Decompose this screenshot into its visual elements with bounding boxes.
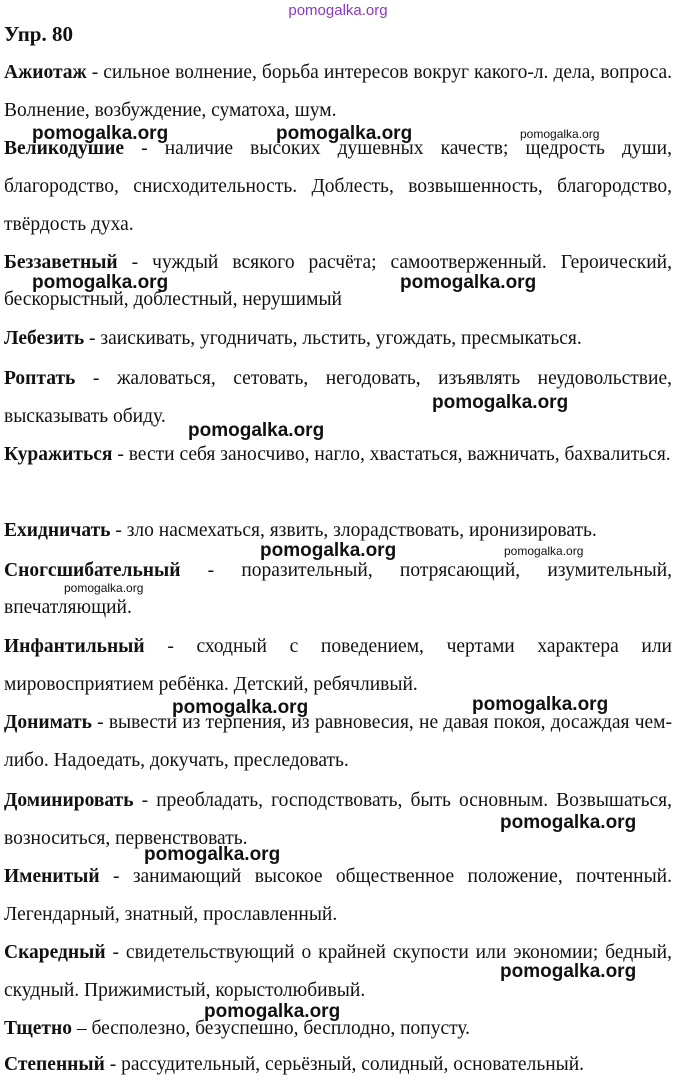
watermark: pomogalka.org: [204, 1001, 341, 1022]
definition: сходный с поведением, чертами характера или мировосприятием ребёнка. Детский, ребячливый.: [4, 636, 672, 695]
term: Именитый: [4, 866, 100, 887]
entry-11: [4, 858, 672, 934]
separator: -: [99, 866, 133, 887]
definition: зло насмехаться, язвить, злорадствовать, иронизировать.: [126, 520, 597, 541]
entry-2: [4, 244, 672, 318]
exercise-title: Упр. 80: [4, 22, 73, 46]
watermark: pomogalka.org: [64, 581, 144, 595]
watermark: pomogalka.org: [188, 420, 325, 441]
entry-4: [4, 360, 672, 436]
separator: -: [133, 790, 157, 811]
separator: -: [84, 328, 101, 349]
separator: -: [91, 712, 109, 733]
entry-9: [4, 704, 672, 780]
watermark: pomogalka.org: [172, 697, 309, 718]
term: Великодушие: [4, 138, 124, 159]
watermark: pomogalka.org: [432, 392, 569, 413]
term: Сногсшибательный: [4, 560, 181, 581]
term: Тщетно: [4, 1018, 72, 1039]
separator: -: [117, 252, 153, 273]
entry-12: [4, 934, 672, 1010]
entry-8: [4, 628, 672, 704]
entry-3: [4, 320, 672, 358]
definition: наличие высоких душевных качеств; щедрость души, благородство, снисходительность. Доблесть, возвышенность, благородство, твёрдость духа.: [4, 138, 672, 235]
definition: преобладать, господствовать, быть основным. Возвышаться, возноситься, первенствовать.: [4, 790, 673, 849]
watermark: pomogalka.org: [144, 844, 281, 865]
entry-1: [4, 130, 672, 244]
separator: -: [180, 560, 242, 581]
separator: -: [105, 942, 126, 963]
separator: -: [123, 138, 165, 159]
definition: занимающий высокое общественное положение, почтенный. Легендарный, знатный, прославленный.: [4, 866, 672, 925]
separator: -: [144, 636, 197, 657]
watermark: pomogalka.org: [500, 812, 637, 833]
separator: -: [75, 368, 117, 389]
term: Роптать: [4, 368, 76, 389]
entry-14: [4, 1046, 672, 1084]
separator: –: [71, 1018, 92, 1039]
watermark: pomogalka.org: [504, 544, 584, 558]
term: Лебезить: [4, 328, 85, 349]
entry-10: [4, 782, 672, 858]
definition: бесполезно, безуспешно, бесплодно, попусту.: [91, 1018, 471, 1039]
separator: -: [86, 62, 104, 83]
term: Инфантильный: [4, 636, 145, 657]
entry-5: [4, 436, 672, 474]
entry-13: [4, 1010, 672, 1048]
term: Донимать: [4, 712, 92, 733]
definition: вывести из терпения, из равновесия, не давая покоя, досаждая чем-либо. Надоедать, докучать, преследовать.: [4, 712, 672, 771]
definition: сильное волнение, борьба интересов вокруг какого-л. дела, вопроса. Волнение, возбуждение, суматоха, шум.: [4, 62, 672, 121]
definition: заискивать, угодничать, льстить, угождать, пресмыкаться.: [100, 328, 582, 349]
watermark: pomogalka.org: [32, 272, 169, 293]
top-watermark: pomogalka.org: [288, 2, 388, 19]
term: Степенный: [4, 1054, 105, 1075]
watermark: pomogalka.org: [500, 961, 637, 982]
term: Скаредный: [4, 942, 106, 963]
definition: поразительный, потрясающий, изумительный, впечатляющий.: [4, 560, 673, 618]
watermark: pomogalka.org: [260, 540, 397, 561]
watermark: pomogalka.org: [276, 123, 413, 144]
term: Беззаветный: [4, 252, 118, 273]
entry-7: [4, 552, 672, 626]
separator: -: [110, 520, 127, 541]
definition: вести себя заносчиво, нагло, хвастаться, важничать, бахвалиться.: [128, 444, 671, 465]
term: Куражиться: [4, 444, 113, 465]
definition: чуждый всякого расчёта; самоотверженный. Героический, бескорыстный, доблестный, нерушимый: [4, 252, 672, 310]
watermark: pomogalka.org: [32, 123, 169, 144]
definition: рассудительный, серьёзный, солидный, основательный.: [121, 1054, 585, 1075]
watermark: pomogalka.org: [472, 694, 609, 715]
definition: свидетельствующий о крайней скупости или экономии; бедный, скудный. Прижимистый, корыстолюбивый.: [4, 942, 672, 1001]
watermark: pomogalka.org: [520, 127, 600, 141]
separator: -: [104, 1054, 122, 1075]
term: Ажиотаж: [4, 62, 87, 83]
separator: -: [112, 444, 129, 465]
entry-6: [4, 512, 672, 550]
watermark: pomogalka.org: [400, 272, 537, 293]
term: Ехидничать: [4, 520, 111, 541]
entry-0: [4, 54, 672, 130]
term: Доминировать: [4, 790, 134, 811]
definition: жаловаться, сетовать, негодовать, изъявлять неудовольствие, высказывать обиду.: [4, 368, 672, 427]
